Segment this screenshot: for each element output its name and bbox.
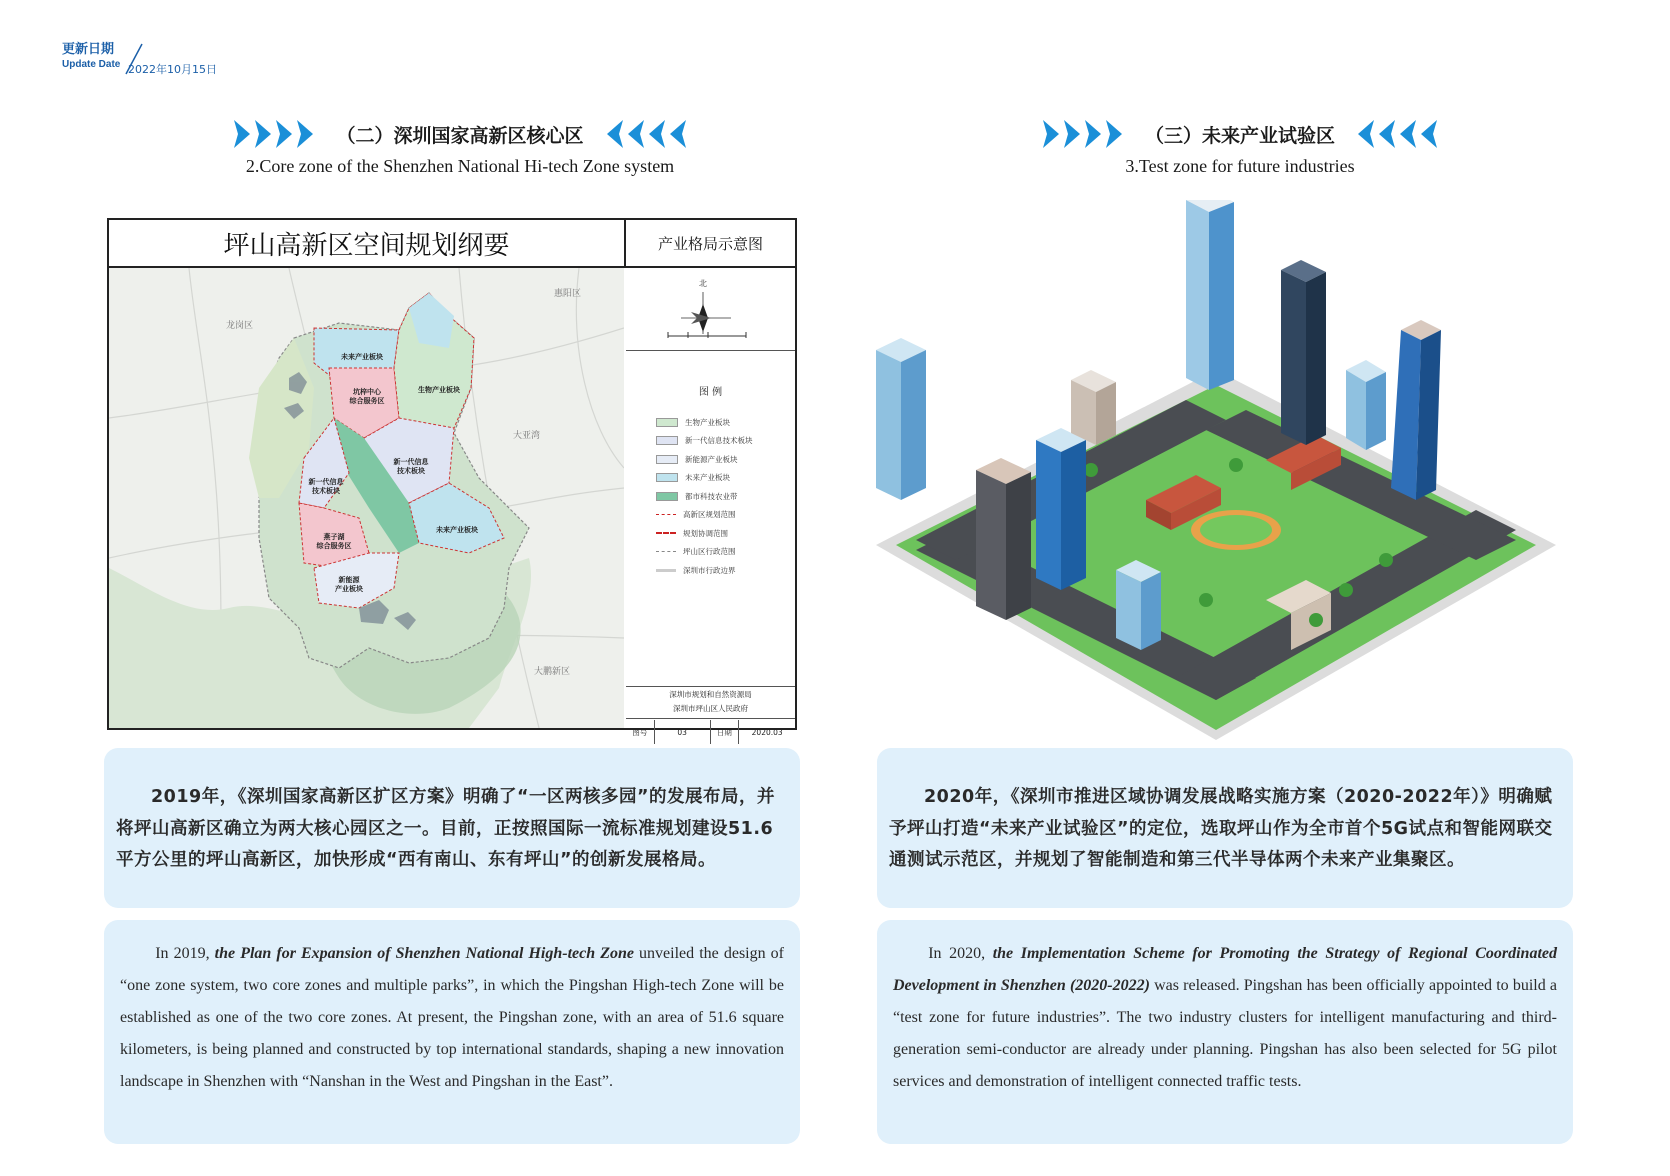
legend-swatch [656,569,676,572]
legend-swatch [656,455,678,464]
left-chinese-paragraph: 2019年，《深圳国家高新区扩区方案》明确了“一区两核多园”的发展布局，并将坪山高新区确立为两大核心园区之一。目前，正按照国际一流标准规划建设51.6平方公里的坪山高新区，加快形成“西有南山、东有坪山”的创新发展格局。 [116,787,775,870]
map-image [109,268,624,728]
right-english-post: was released. Pingshan has been officially appointed to build a “test zone for future industries”. The two industry clusters for intelligent manufacturing and third-generation semi-conductor are already under planning. Pingshan has also been selected for 5G pilot services and demonstration of intelligent connected traffic tests. [893,977,1557,1090]
section-title-right-cn: （三）未来产业试验区 [1144,124,1335,147]
left-english-paragraph [120,938,784,1098]
legend-item [656,561,753,580]
legend-swatch [656,551,676,552]
section-title-left [180,118,740,177]
legend-item [656,432,753,451]
map-zone-label: 生物产业板块 [418,386,460,394]
legend-label: 都市科技农业带 [685,491,738,501]
legend-label: 新一代信息技术板块 [685,436,753,446]
left-english-pre: In 2019, [155,945,215,962]
right-english-pre: In 2020, [928,945,993,962]
map-zone-label: 未来产业板块 [436,526,478,534]
legend-swatch [656,418,678,427]
map-subtitle: 产业格局示意图 [657,234,763,253]
place-label: 龙岗区 [226,321,254,331]
map-footer-grid [626,720,795,744]
section-title-left-en: 2.Core zone of the Shenzhen National Hi-tech Zone system [245,156,675,176]
map-zone-label: 坑梓中心 综合服务区 [349,388,385,405]
map-zone-label: 燕子湖 综合服务区 [316,533,352,550]
place-label: 大亚湾 [513,431,541,441]
left-english-textbox [104,920,800,1144]
scale-bar-icon [666,328,776,342]
org-name: 深圳市坪山区人民政府 [673,704,748,713]
legend-item [656,487,753,506]
smart-city-illustration [876,200,1556,740]
planning-map-panel [107,218,797,737]
update-date [62,38,217,76]
legend-label: 高新区规划范围 [683,510,736,520]
update-date-label-en: Update Date [62,59,121,70]
update-date-value: 2022年10月15日 [128,63,217,76]
section-title-left-cn: （二）深圳国家高新区核心区 [336,124,584,147]
legend-item [656,543,753,562]
section-title-right [960,118,1520,177]
legend-label: 深圳市行政边界 [683,565,736,575]
fig-number-label: 图号 [626,720,655,744]
legend-label: 未来产业板块 [685,473,730,483]
update-date-label-cn: 更新日期 [62,42,115,57]
arrows-left-icon [602,118,686,150]
fig-number-value: 03 [655,720,711,744]
arrows-right-icon [234,118,318,150]
legend-item [656,450,753,469]
right-chinese-paragraph: 2020年，《深圳市推进区域协调发展战略实施方案（2020-2022年）》明确赋予坪山打造“未来产业试验区”的定位，选取坪山作为全市首个5G试点和智能网联交通测试示范区，并规划了智能制造和第三代半导体两个未来产业集聚区。 [889,787,1553,870]
map-title: 坪山高新区空间规划纲要 [109,220,626,266]
left-english-italic-title: the Plan for Expansion of Shenzhen National High-tech Zone [214,945,634,962]
right-english-italic-title: the Implementation Scheme for Promoting the Strategy of Regional Coordinated Development in Shenzhen (2020-2022) [893,945,1558,994]
right-english-paragraph [893,938,1557,1098]
section-title-right-en: 3.Test zone for future industries [1125,156,1355,176]
compass-icon [681,274,761,354]
arrows-left-icon [1353,118,1437,150]
legend-swatch [656,514,676,515]
right-chinese-textbox [877,748,1573,908]
org-name: 深圳市规划和自然资源局 [669,690,752,699]
legend-swatch [656,473,678,482]
map-header [109,220,795,268]
legend-label: 坪山区行政范围 [683,547,736,557]
legend-swatch [656,436,678,445]
legend-label: 新能源产业板块 [685,454,738,464]
legend-item [656,524,753,543]
map-zone-label: 未来产业板块 [341,353,383,361]
legend-label: 规划协调范围 [683,528,728,538]
legend-title: 图 例 [698,387,723,398]
right-english-textbox [877,920,1573,1144]
zone-map-graphic [109,268,624,728]
map-legend-column [626,268,795,737]
legend-item [656,469,753,488]
legend-swatch [656,532,676,534]
date-value: 2020.03 [751,727,783,737]
arrows-right-icon [1043,118,1127,150]
left-chinese-textbox [104,748,800,908]
map-zone-label: 新一代信息 技术板块 [393,458,429,475]
map-zone-label: 新一代信息 技术板块 [308,478,344,495]
left-english-post: unveiled the design of “one zone system, two core zones and multiple parks”, in which the Pingshan High-tech Zone will be established as one of the two core zones. At present, the Pingshan zone, with an area of 51.6 square kilometers, is being planned and constructed by top international standards, shaping a new innovation landscape in Shenzhen with “Nanshan in the West and Pingshan in the East”. [120,945,785,1090]
legend-item [656,413,753,432]
map-zone-label: 新能源 产业板块 [335,576,363,593]
map-organizations [626,688,795,716]
legend-item [656,506,753,525]
north-label: 北 [699,279,707,288]
place-label: 惠阳区 [554,289,582,299]
legend-list [656,413,753,580]
legend-label: 生物产业板块 [685,417,730,427]
legend-swatch [656,492,678,501]
place-label: 大鹏新区 [534,667,571,677]
date-label: 日期 [711,720,740,744]
